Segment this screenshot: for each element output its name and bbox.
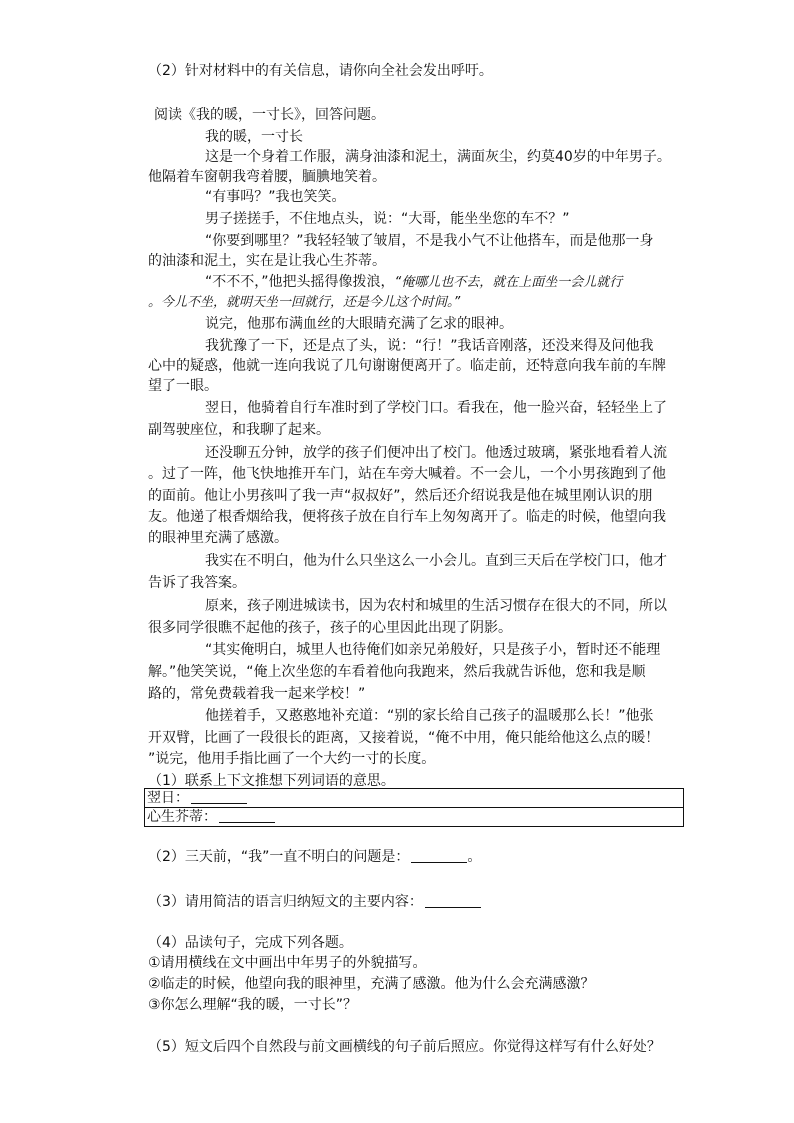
article-line: 开双臂，比画了一段很长的距离，又接着说，“俺不中用，俺只能给他这么点的暖！ xyxy=(148,730,660,746)
question-prev-2: （2）针对材料中的有关信息，请你向全社会发出呼吁。 xyxy=(148,63,493,79)
table-cell xyxy=(145,808,684,827)
article-line: 男子搓搓手，不住地点头，说：“大哥，能坐坐您的车不？” xyxy=(205,211,570,227)
article-line: 说完，他那布满血丝的大眼睛充满了乞求的眼神。 xyxy=(205,316,513,332)
article-line: 副驾驶座位，和我聊了起来。 xyxy=(148,422,330,438)
article-title: 我的暖，一寸长 xyxy=(205,129,303,145)
article-line: 的油漆和泥土，实在是让我心生芥蒂。 xyxy=(148,253,386,269)
vocab-term: 翌日： xyxy=(147,790,189,806)
article-line: 。过了一阵，他飞快地推开车门，站在车旁大喊着。不一会儿，一个小男孩跑到了他 xyxy=(148,466,666,482)
article-text: “不不不，”他把头摇得像拨浪， xyxy=(205,274,395,290)
question-1: （1）联系上下文推想下列词语的意思。 xyxy=(148,773,395,789)
article-line: 这是一个身着工作服，满身油漆和泥土，满面灰尘，约莫40岁的中年男子。 xyxy=(205,149,671,165)
article-line: 友。他递了根香烟给我，便将孩子放在自行车上匆匆离开了。临走的时候，他望向我 xyxy=(148,509,666,525)
question-5: （5）短文后四个自然段与前文画横线的句子前后照应。你觉得这样写有什么好处？ xyxy=(148,1039,661,1055)
answer-blank[interactable] xyxy=(219,808,275,823)
table-row xyxy=(145,789,684,808)
question-3-text: （3）请用简洁的语言归纳短文的主要内容： xyxy=(148,894,423,910)
article-line: 很多同学很瞧不起他的孩子，孩子的心里因此出现了阴影。 xyxy=(148,620,512,636)
article-line: 他隔着车窗朝我弯着腰，腼腆地笑着。 xyxy=(148,169,386,185)
article-line xyxy=(205,272,622,293)
article-line: 的面前。他让小男孩叫了我一声“叔叔好”，然后还介绍说我是他在城里刚认识的朋 xyxy=(148,488,653,504)
article-line: 告诉了我答案。 xyxy=(148,575,246,591)
article-line: 解。”他笑笑说，“俺上次坐您的车看着他向我跑来，然后我就告诉他，您和我是顺 xyxy=(148,664,646,680)
article-line: ”说完，他用手指比画了一个大约一寸的长度。 xyxy=(148,751,436,767)
article-line: 。今儿不坐，就明天坐一回就行，还是今儿这个时间。” xyxy=(148,295,461,310)
article-line: 他搓着手，又憨憨地补充道：“别的家长给自己孩子的温暖那么长！”他张 xyxy=(205,708,654,724)
vocab-term: 心生芥蒂： xyxy=(147,809,217,825)
reading-instruction: 阅读《我的暖，一寸长》，回答问题。 xyxy=(154,107,385,123)
question-4-1: ①请用横线在文中画出中年男子的外貌描写。 xyxy=(148,955,427,971)
table-row xyxy=(145,808,684,827)
answer-blank[interactable] xyxy=(191,789,247,804)
question-4: （4）品读句子，完成下列各题。 xyxy=(148,935,353,951)
question-2-end: 。 xyxy=(467,849,482,865)
article-line: 我实在不明白，他为什么只坐这么一小会儿。直到三天后在学校门口，他才 xyxy=(205,553,667,569)
article-line: 路的，常免费载着我一起来学校！” xyxy=(148,686,366,702)
vocab-table xyxy=(144,788,684,827)
article-line: 望了一眼。 xyxy=(148,378,218,394)
question-2-text: （2）三天前，“我”一直不明白的问题是： xyxy=(148,849,410,865)
article-line: “你要到哪里？”我轻轻皱了皱眉，不是我小气不让他搭车，而是他那一身 xyxy=(205,233,654,249)
article-line: 还没聊五分钟，放学的孩子们便冲出了校门。他透过玻璃，紧张地看着人流 xyxy=(205,445,667,461)
article-line: “其实俺明白，城里人也待俺们如亲兄弟般好，只是孩子小，暂时还不能理 xyxy=(205,642,661,658)
article-line: 心中的疑惑，他就一连向我说了几句谢谢便离开了。临走前，还特意向我车前的车牌 xyxy=(148,358,666,374)
article-line: “有事吗？”我也笑笑。 xyxy=(205,189,346,205)
article-text-italic: “俺哪儿也不去，就在上面坐一会儿就行 xyxy=(394,275,623,290)
answer-blank[interactable] xyxy=(411,848,467,863)
question-4-2: ②临走的时候，他望向我的眼神里，充满了感激。他为什么会充满感激？ xyxy=(148,976,595,992)
article-line: 翌日，他骑着自行车准时到了学校门口。看我在，他一脸兴奋，轻轻坐上了 xyxy=(205,400,667,416)
article-line: 的眼神里充满了感激。 xyxy=(148,530,288,546)
article-line: 原来，孩子刚进城读书，因为农村和城里的生活习惯存在很大的不同，所以 xyxy=(205,598,667,614)
article-line: 我犹豫了一下，还是点了头，说：“行！”我话音刚落，还没来得及问他我 xyxy=(205,338,654,354)
question-2 xyxy=(148,847,481,867)
table-cell xyxy=(145,789,684,808)
question-4-3: ③你怎么理解“我的暖，一寸长”？ xyxy=(148,997,358,1013)
answer-blank[interactable] xyxy=(425,893,481,908)
question-3 xyxy=(148,892,481,912)
